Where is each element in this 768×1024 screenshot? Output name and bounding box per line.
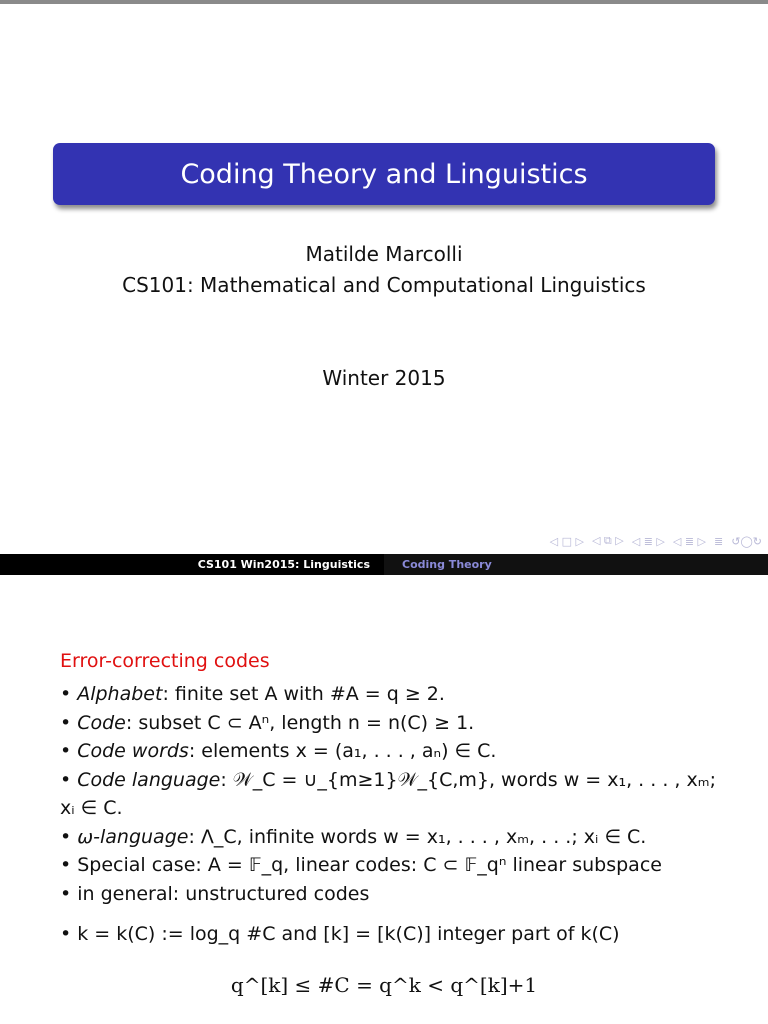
bullet: • (60, 740, 72, 762)
footer-right: Coding Theory (384, 554, 768, 575)
content-slide (0, 575, 768, 1024)
bullet: • (60, 854, 72, 876)
list-item: • in general: unstructured codes (60, 882, 370, 905)
bullet: • (60, 882, 72, 905)
bullet: • (60, 825, 72, 848)
list-item: • Code: subset C ⊂ Aⁿ, length n = n(C) ≥ 1. (60, 711, 475, 734)
list-item: • Code words: elements x = (a₁, . . . , aₙ) ∈ C. (60, 740, 497, 762)
bullet: • (60, 683, 72, 705)
list-item: • ω-language: Λ_C, infinite words w = x₁, . . . , xₘ, . . .; xᵢ ∈ C. (60, 825, 647, 848)
author: Matilde Marcolli (305, 242, 463, 266)
list-item: • Alphabet: finite set A with #A = q ≥ 2. (60, 683, 445, 705)
bullet-list (60, 680, 760, 949)
title-slide (0, 4, 768, 552)
bullet: • (60, 711, 72, 734)
display-formula: q^[k] ≤ #C = q^k < q^[k]+1 (230, 973, 538, 997)
bullet: • (60, 768, 72, 791)
nav-prev-frame-icon[interactable]: ◁ □ ▷ (549, 534, 584, 548)
list-item: • Code language: 𝒲_C = ∪_{m≥1}𝒲_{C,m}, words w = x₁, . . . , xₘ; (60, 768, 716, 791)
nav-search-icon[interactable]: ↺◯↻ (731, 534, 762, 548)
section-heading: Error-correcting codes (60, 650, 270, 672)
beamer-navigation (550, 534, 762, 548)
nav-prev-section-icon[interactable]: ◁ ≣ ▷ (631, 534, 665, 548)
list-item-continuation: xᵢ ∈ C. (60, 797, 123, 819)
date: Winter 2015 (322, 366, 446, 390)
footer-left: CS101 Win2015: Linguistics (197, 558, 370, 571)
slide-title: Coding Theory and Linguistics (53, 143, 715, 205)
nav-align-icon[interactable]: ≣ (714, 534, 724, 548)
footer-bar (0, 554, 768, 575)
nav-next-section-icon[interactable]: ◁ ≣ ▷ (672, 534, 707, 548)
bullet: • (60, 923, 72, 945)
list-item: • Special case: A = 𝔽_q, linear codes: C ⊂ 𝔽_qⁿ linear subspace (60, 854, 662, 876)
course-name: CS101: Mathematical and Computational Linguistics (122, 273, 646, 297)
list-item: • k = k(C) := log_q #C and [k] = [k(C)] integer part of k(C) (60, 923, 620, 945)
nav-prev-subsection-icon[interactable]: ◁ ⧉ ▷ (591, 534, 624, 547)
